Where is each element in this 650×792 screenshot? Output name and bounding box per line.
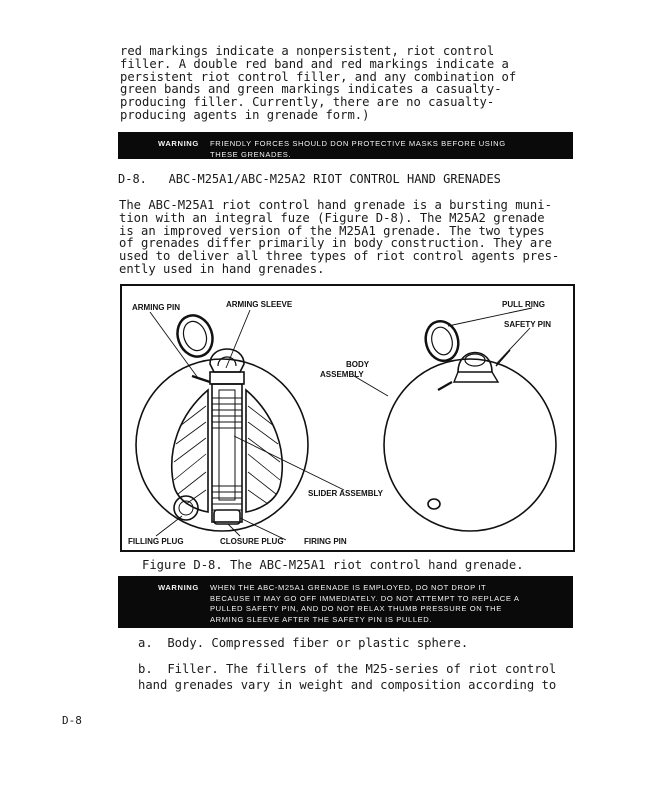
figure-caption: Figure D-8. The ABC-M25A1 riot control hand grenade. (142, 558, 524, 572)
warning-box-drop (118, 576, 573, 628)
section-line: used to deliver all three types of riot control agents pres- (119, 249, 560, 264)
grenade-illustration (122, 286, 573, 550)
section-paragraph (119, 199, 574, 276)
section-line: The ABC-M25A1 riot control hand grenade is a bursting muni- (119, 198, 552, 212)
label-body-assembly-line1: BODY (346, 360, 370, 369)
warning-line: WHEN THE ABC-M25A1 GRENADE IS EMPLOYED, DO NOT DROP IT (210, 583, 487, 592)
warning-line: THESE GRENADES. (210, 149, 292, 159)
exterior-plug (428, 499, 440, 509)
intro-line: producing agents in grenade form.) (120, 107, 370, 122)
cutaway-pull-ring (172, 310, 218, 361)
arming-sleeve-shape (210, 372, 244, 384)
item-b-filler (138, 662, 578, 693)
exterior-grenade (384, 318, 556, 531)
label-pull-ring: PULL RING (502, 300, 545, 309)
intro-line: green bands and green markings indicates a casualty- (120, 82, 502, 97)
warning-label: WARNING (158, 139, 199, 148)
grenade-figure (120, 284, 575, 552)
exterior-body-outline (384, 359, 556, 531)
item-b-line: b. Filler. The fillers of the M25-series of riot control (138, 662, 557, 676)
section-line: is an improved version of the M25A1 grenade. The two types (119, 223, 545, 238)
section-line: of grenades differ primarily in body construction. They are (119, 236, 552, 251)
warning-line: BECAUSE IT MAY GO OFF IMMEDIATELY. DO NOT ATTEMPT TO REPLACE A (210, 593, 520, 603)
fuze-column (212, 384, 242, 522)
warning-line: ARMING SLEEVE AFTER THE SAFETY PIN IS PULLED. (210, 614, 433, 624)
label-safety-pin: SAFETY PIN (504, 320, 551, 329)
label-firing-pin: FIRING PIN (304, 537, 347, 546)
exterior-fuze-head (458, 353, 492, 373)
section-heading: D-8. ABC-M25A1/ABC-M25A2 RIOT CONTROL HAND GRENADES (118, 172, 501, 186)
label-slider-assembly: SLIDER ASSEMBLY (308, 489, 383, 498)
warning-box-masks (118, 132, 573, 159)
warning-line: FRIENDLY FORCES SHOULD DON PROTECTIVE MASKS BEFORE USING (210, 139, 506, 148)
intro-paragraph (120, 45, 575, 122)
item-b-line: hand grenades vary in weight and composition according to (138, 677, 557, 692)
section-line: ently used in hand grenades. (119, 261, 325, 276)
label-arming-sleeve: ARMING SLEEVE (226, 300, 293, 309)
label-closure-plug: CLOSURE PLUG (220, 537, 284, 546)
item-a-body: a. Body. Compressed fiber or plastic sphere. (138, 636, 469, 650)
intro-line: red markings indicate a nonpersistent, riot control (120, 44, 495, 58)
arming-pin-shape (192, 376, 210, 382)
warning-label: WARNING (158, 583, 199, 592)
page-number: D-8 (62, 714, 82, 727)
intro-line: producing filler. Currently, there are no casualty- (120, 95, 495, 110)
label-filling-plug: FILLING PLUG (128, 537, 184, 546)
label-arming-pin: ARMING PIN (132, 303, 180, 312)
label-body-assembly-line2: ASSEMBLY (320, 370, 364, 379)
intro-line: filler. A double red band and red markings indicate a (120, 56, 509, 71)
cutaway-grenade (136, 310, 308, 531)
intro-line: persistent riot control filler, and any combination of (120, 69, 517, 84)
section-line: tion with an integral fuze (Figure D-8). The M25A2 grenade (119, 210, 545, 225)
warning-line: PULLED SAFETY PIN, AND DO NOT RELAX THUMB PRESSURE ON THE (210, 604, 502, 613)
warning-text (210, 139, 550, 160)
warning-text (210, 583, 555, 625)
